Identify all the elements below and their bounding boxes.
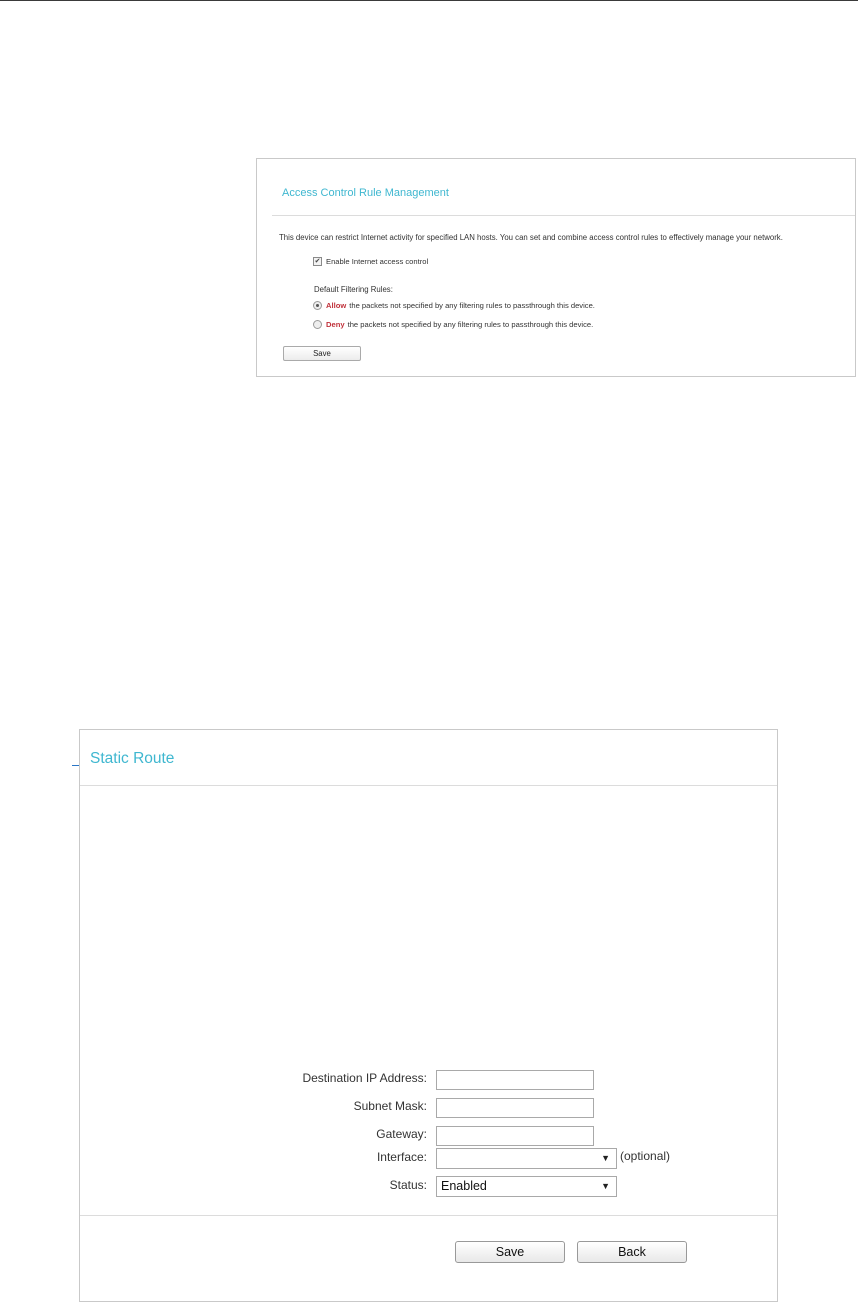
dropdown-arrow-icon: ▼ [601, 1181, 610, 1191]
dropdown-arrow-icon: ▼ [601, 1153, 610, 1163]
allow-radio[interactable] [313, 301, 322, 310]
gateway-label: Gateway: [376, 1127, 427, 1141]
access-control-panel [256, 158, 856, 377]
subnet-mask-input[interactable] [436, 1098, 594, 1118]
static-route-back-button[interactable]: Back [577, 1241, 687, 1263]
enable-access-control-checkbox[interactable]: ✔ [314, 258, 321, 265]
enable-access-control-label: Enable Internet access control [326, 257, 429, 266]
interface-optional-note: (optional) [620, 1149, 671, 1163]
deny-rule-row[interactable] [313, 320, 593, 329]
destination-ip-label: Destination IP Address: [302, 1071, 427, 1085]
access-control-description: This device can restrict Internet activity for specified LAN hosts. You can set and combine access control rules to effectively manage your network. [279, 233, 783, 242]
access-control-save-button[interactable]: Save [283, 346, 361, 361]
allow-rule-text: the packets not specified by any filtering rules to passthrough this device. [349, 301, 595, 310]
static-route-panel [79, 729, 778, 1302]
gateway-input[interactable] [436, 1126, 594, 1146]
enable-access-control-row[interactable] [313, 257, 428, 266]
static-route-footer-divider [80, 1215, 777, 1216]
interface-select[interactable] [436, 1148, 617, 1169]
page-top-rule [0, 0, 858, 1]
subnet-mask-label: Subnet Mask: [353, 1099, 427, 1113]
deny-keyword: Deny [326, 320, 345, 329]
access-control-title: Access Control Rule Management [282, 187, 449, 199]
allow-rule-row[interactable] [313, 301, 595, 310]
allow-keyword: Allow [326, 301, 347, 310]
status-label: Status: [389, 1178, 427, 1192]
deny-rule-text: the packets not specified by any filtering rules to passthrough this device. [347, 320, 594, 329]
static-route-title-divider [80, 785, 777, 786]
destination-ip-input[interactable] [436, 1070, 594, 1090]
default-filtering-rules-heading: Default Filtering Rules: [314, 285, 393, 294]
title-divider [272, 215, 855, 216]
static-route-title: Static Route [90, 750, 175, 767]
deny-radio[interactable] [313, 320, 322, 329]
static-route-save-button[interactable]: Save [455, 1241, 565, 1263]
interface-label: Interface: [376, 1150, 427, 1164]
status-select[interactable] [436, 1176, 617, 1197]
status-select-value: Enabled [441, 1179, 487, 1193]
